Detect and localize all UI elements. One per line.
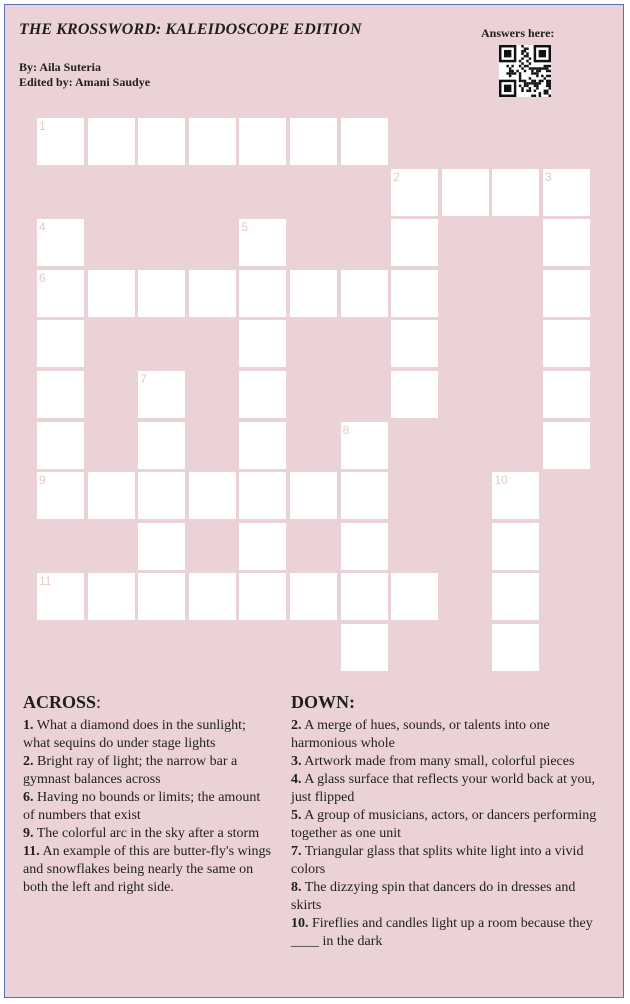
grid-cell[interactable] — [138, 118, 185, 165]
grid-cell[interactable] — [290, 118, 337, 165]
grid-cell[interactable] — [88, 573, 135, 620]
grid-cell[interactable] — [543, 320, 590, 367]
down-clue: 5. A group of musicians, actors, or dancers performing together as one unit — [291, 808, 597, 841]
grid-cell[interactable] — [239, 573, 286, 620]
grid-cell[interactable] — [189, 573, 236, 620]
across-clue: 9. The colorful arc in the sky after a storm — [23, 826, 260, 841]
grid-cell[interactable] — [341, 118, 388, 165]
grid-cell[interactable] — [239, 219, 286, 266]
across-clue: 2. Bright ray of light; the narrow bar a gymnast balances across — [23, 754, 238, 787]
grid-cell[interactable] — [543, 422, 590, 469]
grid-cell[interactable] — [543, 270, 590, 317]
grid-cell[interactable] — [239, 422, 286, 469]
grid-cell[interactable] — [138, 371, 185, 418]
grid-cell[interactable] — [391, 320, 438, 367]
grid-cell[interactable] — [492, 624, 539, 671]
clue-number: 9 — [39, 473, 46, 488]
clue-number: 2 — [393, 169, 400, 184]
clue-number: 5 — [241, 220, 249, 235]
down-clue: 2. A merge of hues, sounds, or talents into one harmonious whole — [291, 718, 550, 751]
down-clue: 10. Fireflies and candles light up a room because they ____ in the dark — [291, 916, 593, 949]
grid-cell[interactable] — [37, 422, 84, 469]
grid-cell[interactable] — [290, 573, 337, 620]
down-clue: 7. Triangular glass that splits white light into a vivid colors — [291, 844, 584, 877]
editor-byline: Edited by: Amani Saudye — [19, 75, 151, 89]
grid-cell[interactable] — [189, 472, 236, 519]
grid-cell[interactable] — [391, 219, 438, 266]
across-clues — [23, 691, 271, 897]
grid-cell[interactable] — [138, 573, 185, 620]
grid-cell[interactable] — [492, 573, 539, 620]
across-clue: 1. What a diamond does in the sunlight; what sequins do under stage lights — [23, 718, 246, 751]
qr-code-icon[interactable] — [499, 45, 551, 97]
grid-cell[interactable] — [37, 371, 84, 418]
grid-cell[interactable] — [290, 472, 337, 519]
grid-cell[interactable] — [239, 270, 286, 317]
grid-cell[interactable] — [492, 169, 539, 216]
down-heading: DOWN: — [291, 692, 355, 712]
down-clues — [291, 691, 609, 951]
grid-cell[interactable] — [189, 270, 236, 317]
answers-label: Answers here: — [481, 26, 555, 40]
grid-cell[interactable] — [189, 118, 236, 165]
grid-cell[interactable] — [341, 472, 388, 519]
grid-cell[interactable] — [543, 219, 590, 266]
grid-cell[interactable] — [37, 118, 84, 165]
grid-cell[interactable] — [239, 523, 286, 570]
clue-number: 8 — [342, 422, 350, 437]
clue-number: 11 — [39, 574, 52, 589]
grid-cell[interactable] — [341, 624, 388, 671]
grid-cell[interactable] — [391, 270, 438, 317]
grid-cell[interactable] — [239, 472, 286, 519]
grid-cell[interactable] — [239, 118, 286, 165]
clue-number: 3 — [545, 169, 552, 184]
crossword-page — [4, 4, 624, 998]
clue-number: 6 — [39, 270, 46, 285]
clue-number: 10 — [494, 473, 508, 488]
grid-cell[interactable] — [290, 270, 337, 317]
clue-number: 4 — [39, 220, 46, 235]
grid-cell[interactable] — [37, 219, 84, 266]
grid-cell[interactable] — [492, 472, 539, 519]
clue-number: 7 — [140, 372, 147, 386]
grid-cell[interactable] — [37, 573, 84, 620]
across-clue: 6. Having no bounds or limits; the amount of numbers that exist — [23, 790, 261, 823]
grid-cell[interactable] — [341, 422, 388, 469]
page-title: THE KROSSWORD: KALEIDOSCOPE EDITION — [19, 21, 362, 38]
clue-number: 1 — [39, 119, 46, 133]
down-clue: 8. The dizzying spin that dancers do in dresses and skirts — [291, 880, 576, 913]
grid-cell[interactable] — [37, 270, 84, 317]
grid-cell[interactable] — [341, 573, 388, 620]
grid-cell[interactable] — [37, 320, 84, 367]
grid-cell[interactable] — [88, 270, 135, 317]
author-byline: By: Aila Suteria — [19, 60, 102, 74]
grid-cell[interactable] — [138, 270, 185, 317]
grid-cell[interactable] — [88, 472, 135, 519]
across-clue: 11. An example of this are butter-fly's wings and snowflakes being nearly the same on both the left and right side. — [23, 844, 271, 895]
grid-cell[interactable] — [391, 573, 438, 620]
down-clue: 4. A glass surface that reflects your world back at you, just flipped — [291, 772, 596, 805]
grid-cell[interactable] — [239, 320, 286, 367]
grid-cell[interactable] — [239, 371, 286, 418]
grid-cell[interactable] — [492, 523, 539, 570]
across-heading: ACROSS: — [23, 692, 102, 712]
grid-cell[interactable] — [138, 523, 185, 570]
grid-cell[interactable] — [37, 472, 84, 519]
grid-cell[interactable] — [341, 270, 388, 317]
grid-cell[interactable] — [442, 169, 489, 216]
grid-cell[interactable] — [138, 422, 185, 469]
grid-cell[interactable] — [543, 169, 590, 216]
grid-cell[interactable] — [138, 472, 185, 519]
down-clue: 3. Artwork made from many small, colorful pieces — [291, 754, 575, 769]
grid-cell[interactable] — [391, 371, 438, 418]
grid-cell[interactable] — [341, 523, 388, 570]
grid-cell[interactable] — [391, 169, 438, 216]
grid-cell[interactable] — [88, 118, 135, 165]
grid-cell[interactable] — [543, 371, 590, 418]
